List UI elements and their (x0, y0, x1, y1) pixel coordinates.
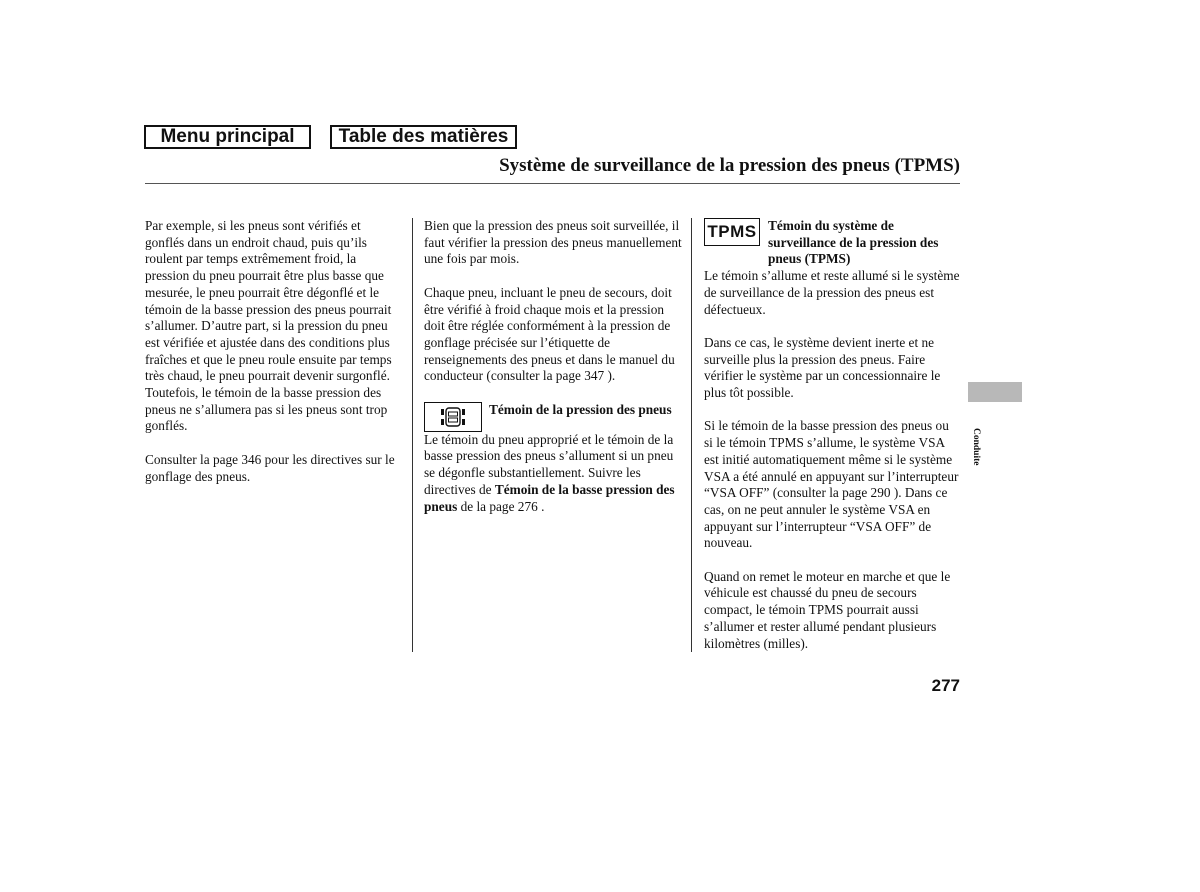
paragraph (424, 432, 684, 516)
paragraph: Dans ce cas, le système devient inerte et ne surveille plus la pression des pneus. Faire vérifier le système par un concessionnaire le plus tôt possible. (704, 334, 941, 401)
paragraph-text: Le témoin du pneu approprié et le témoin de la basse pression des pneus s’allument si un pneu se dégonfle substantiellement. Suivre les directives de (424, 431, 674, 497)
column-divider (691, 218, 692, 652)
table-des-matieres-button[interactable]: Table des matières (330, 125, 517, 149)
menu-principal-button[interactable]: Menu principal (144, 125, 311, 149)
column-divider (412, 218, 413, 652)
tire-pressure-indicator-icon (424, 402, 482, 432)
section-tab (968, 382, 1022, 402)
column-1 (145, 218, 403, 502)
paragraph: Par exemple, si les pneus sont vérifiés et gonflés dans un endroit chaud, puis qu’ils roulent par temps extrêmement froid, la pression du pneu pourrait être plus basse que mesurée, le pneu pourrait être dégonflé et le témoin de la basse pression des pneus pourrait s’allumer. D’autre part, si la pression du pneu est vérifiée et ajustée dans des conditions plus fraîches et que le pneu roule ensuite par temps très chaud, le pneu pourrait devenir surgonflé. Toutefois, le témoin de la basse pression des pneus ne s’allumera pas si les pneus sont trop gonflés. (145, 218, 392, 434)
section-tab-label: Conduite (971, 428, 981, 466)
cross-reference-link[interactable]: Témoin de la basse pression des pneus (424, 481, 675, 514)
paragraph-text: de la page 276 . (457, 498, 545, 514)
paragraph: Quand on remet le moteur en marche et que le véhicule est chaussé du pneu de secours compact, le témoin TPMS pourrait aussi s’allumer et rester allumé pendant plusieurs kilomètres (milles). (704, 568, 951, 651)
page-number: 277 (931, 676, 960, 695)
indicator-title: Témoin de la pression des pneus (489, 401, 672, 417)
tpms-indicator-heading (704, 218, 960, 268)
paragraph: Bien que la pression des pneus soit surveillée, il faut vérifier la pression des pneus manuellement une fois par mois. (424, 218, 682, 267)
paragraph: Consulter la page 346 pour les directives sur le gonflage des pneus. (145, 451, 395, 484)
paragraph: Si le témoin de la basse pression des pneus ou si le témoin TPMS s’allume, le système VSA est initié automatiquement même si le système VSA a été annulé en appuyant sur l’interrupteur “VSA OFF” (consulter la page 290 ). Dans ce cas, on ne peut annuler le système VSA en appuyant sur l’interrupteur “VSA OFF” de nouveau. (704, 418, 959, 551)
paragraph: Le témoin s’allume et reste allumé si le système de surveillance de la pression des pneus est défectueux. (704, 268, 960, 317)
column-2 (424, 218, 684, 532)
header-divider (145, 183, 960, 184)
car-tires-icon (431, 405, 475, 429)
tpms-indicator-icon: TPMS (704, 218, 760, 246)
indicator-title: Témoin du système de surveillance de la pression des pneus (TPMS) (768, 218, 939, 267)
column-3 (704, 218, 960, 669)
page-title: Système de surveillance de la pression des pneus (TPMS) (499, 155, 960, 176)
tire-pressure-indicator-heading (424, 402, 684, 432)
paragraph: Chaque pneu, incluant le pneu de secours, doit être vérifié à froid chaque mois et la pression doit être réglée conformément à la pression de gonflage précisée sur l’étiquette de renseignements des pneus et dans le manuel du conducteur (consulter la page 347 ). (424, 284, 675, 384)
